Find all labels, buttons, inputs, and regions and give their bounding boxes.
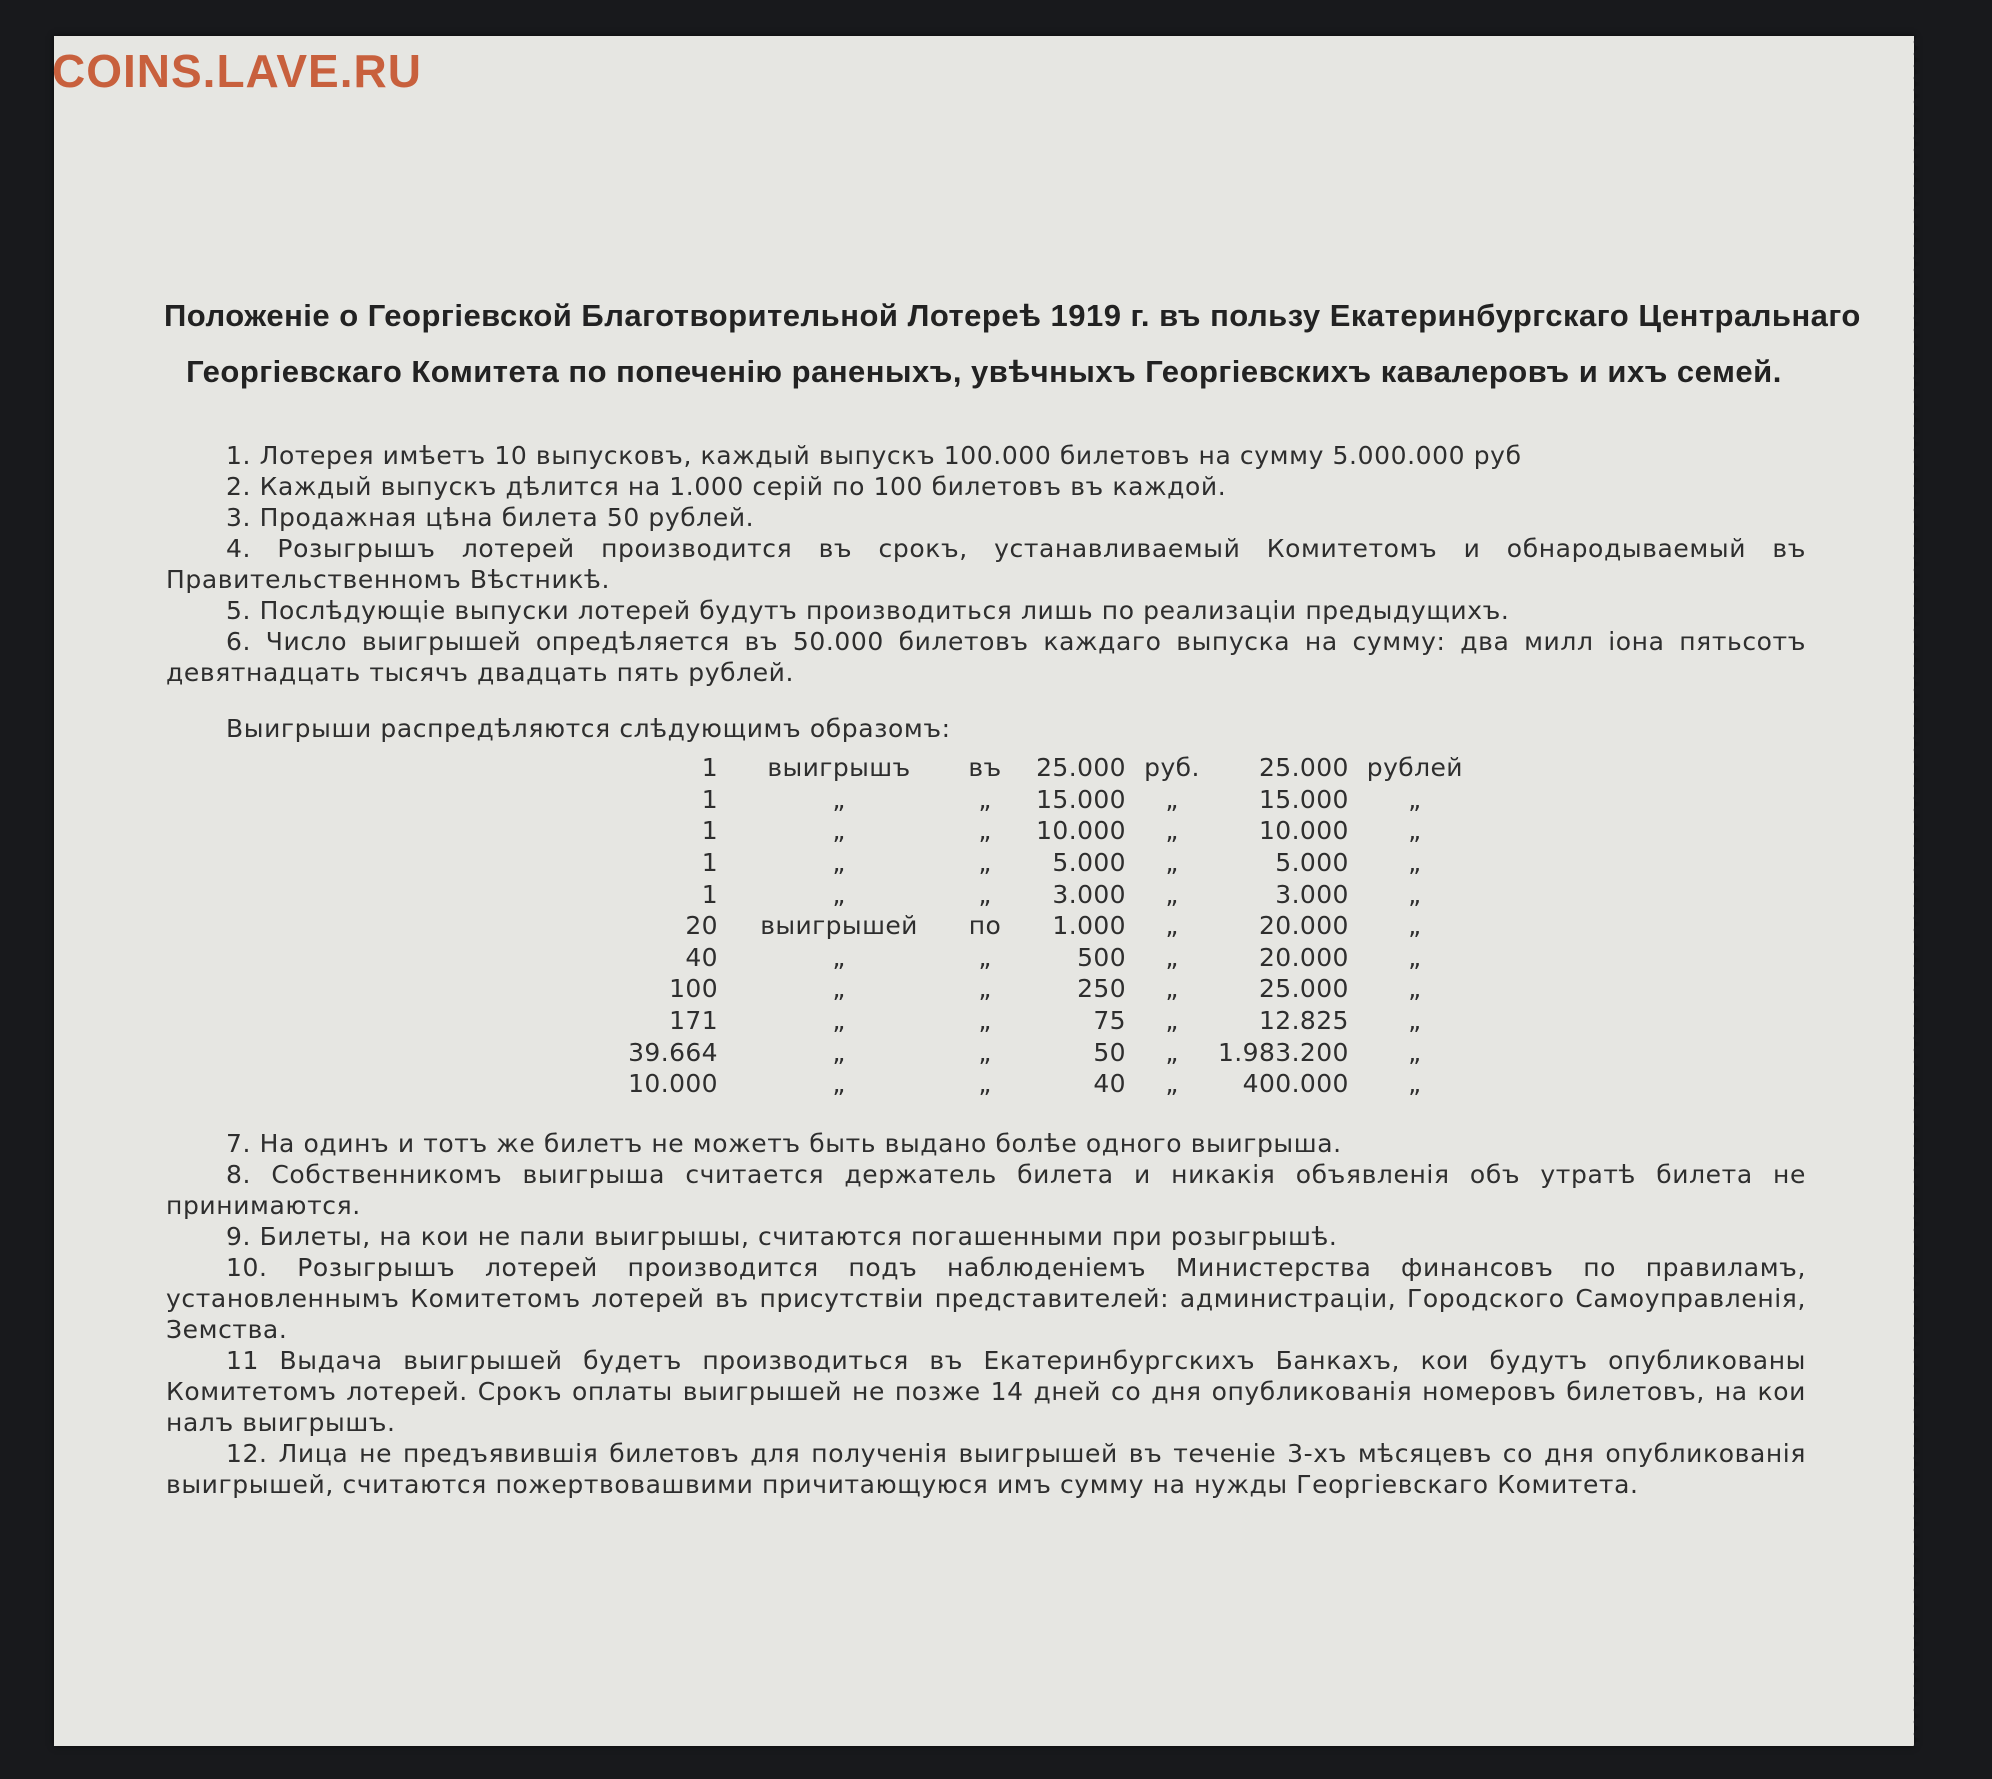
clause-8: 8. Собственникомъ выигрыша считается держатель билета и никакiя объявленiя объ утратѣ билета не принимаются.	[166, 1160, 1806, 1220]
prize-count-cell: 1	[701, 848, 718, 878]
prize-word-cell: „	[832, 879, 846, 909]
clause-11: 11 Выдача выигрышей будетъ производиться въ Екатеринбургскихъ Банкахъ, кои будутъ опубликованы Комитетомъ лотерей. Срокъ оплаты выигрышей не позже 14 дней со дня опубликованiя номеровъ билетовъ, на кои налъ выигрышъ.	[166, 1346, 1806, 1437]
prize-unit-cell: „	[1408, 911, 1422, 941]
clause-6: 6. Число выигрышей опредѣляется въ 50.000 билетовъ каждаго выпуска на сумму: два милл iона пятьсотъ девятнадцать тысячъ двадцать пять рублей.	[166, 627, 1806, 687]
prize-cur-cell: „	[1165, 1069, 1179, 1099]
clause-12: 12. Лица не предъявившiя билетовъ для полученiя выигрышей въ теченiе 3-хъ мѣсяцевъ со дня опубликованiя выигрышей, считаются пожертвовашвими причитающуюся имъ сумму на нужды Георгiевскаго Комитета.	[166, 1439, 1806, 1499]
prize-by-cell: „	[978, 784, 992, 814]
prize-cur-cell: „	[1165, 1006, 1179, 1036]
clause-5: 5. Послѣдующiе выпуски лотерей будутъ производиться лишь по реализацiи предыдущихъ.	[226, 596, 1510, 625]
prize-cur-cell: „	[1165, 848, 1179, 878]
prize-total-cell: 10.000	[1258, 816, 1349, 846]
prize-word-cell: „	[832, 974, 846, 1004]
prize-row	[614, 878, 1473, 910]
prize-row	[614, 973, 1473, 1005]
prize-unit-cell: „	[1408, 942, 1422, 972]
prize-total-cell: 25.000	[1258, 974, 1349, 1004]
prize-count-cell: 10.000	[628, 1069, 718, 1099]
clauses-part-1	[166, 440, 1806, 688]
prize-by-cell: „	[978, 942, 992, 972]
prize-cur-cell: „	[1165, 974, 1179, 1004]
prize-amount-cell: 15.000	[1036, 784, 1126, 814]
prize-amount-cell: 25.000	[1036, 753, 1126, 783]
prize-count-cell: 20	[685, 911, 718, 941]
prize-unit-cell: „	[1408, 1069, 1422, 1099]
prize-amount-cell: 3.000	[1052, 879, 1126, 909]
prize-by-cell: „	[978, 1069, 992, 1099]
prize-total-cell: 25.000	[1258, 753, 1349, 783]
clause-10: 10. Розыгрышъ лотерей производится подъ наблюденiемъ Министерства финансовъ по правиламъ, установленнымъ Комитетомъ лотерей въ присутствiи представителей: администрацiи, Городского Самоуправленiя, Земства.	[166, 1253, 1806, 1344]
prize-word-cell: „	[832, 816, 846, 846]
prize-amount-cell: 500	[1077, 942, 1126, 972]
prize-amount-cell: 50	[1093, 1037, 1126, 1067]
prize-count-cell: 1	[701, 816, 718, 846]
prize-amount-cell: 250	[1077, 974, 1126, 1004]
prize-total-cell: 15.000	[1258, 784, 1349, 814]
site-watermark: COINS.LAVE.RU	[52, 45, 422, 97]
prize-by-cell: „	[978, 974, 992, 1004]
prize-unit-cell: „	[1408, 848, 1422, 878]
prize-amount-cell: 10.000	[1036, 816, 1126, 846]
prize-by-cell: „	[978, 879, 992, 909]
prize-count-cell: 100	[669, 974, 718, 1004]
clause-7: 7. На одинъ и тотъ же билетъ не можетъ быть выдано болѣе одного выигрыша.	[226, 1129, 1342, 1158]
prize-by-cell: „	[978, 1006, 992, 1036]
prize-row	[614, 942, 1473, 974]
prize-word-cell: „	[832, 1037, 846, 1067]
prize-word-cell: „	[832, 848, 846, 878]
clause-1: 1. Лотерея имѣетъ 10 выпусковъ, каждый выпускъ 100.000 билетовъ на сумму 5.000.000 руб	[226, 441, 1522, 470]
prize-count-cell: 39.664	[628, 1037, 718, 1067]
lottery-ticket-reverse	[54, 36, 1914, 1746]
distribution-heading: Выигрыши распредѣляются слѣдующимъ образомъ:	[226, 714, 951, 743]
prize-count-cell: 40	[685, 942, 718, 972]
prize-row	[614, 1005, 1473, 1037]
clause-2: 2. Каждый выпускъ дѣлится на 1.000 серiй по 100 билетовъ въ каждой.	[226, 472, 1227, 501]
prize-total-cell: 20.000	[1258, 942, 1349, 972]
prize-word-cell: выигрышей	[760, 911, 918, 941]
prize-unit-cell: „	[1408, 879, 1422, 909]
prize-by-cell: „	[978, 816, 992, 846]
prize-amount-cell: 40	[1093, 1069, 1126, 1099]
prize-row	[614, 752, 1473, 784]
prize-by-cell: „	[978, 848, 992, 878]
prize-count-cell: 171	[669, 1006, 718, 1036]
prize-count-cell: 1	[701, 753, 718, 783]
prize-cur-cell: „	[1165, 784, 1179, 814]
prize-unit-cell: „	[1408, 1037, 1422, 1067]
prize-row	[614, 847, 1473, 879]
clauses-part-2	[166, 1128, 1806, 1500]
prize-count-cell: 1	[701, 879, 718, 909]
prize-amount-cell: 5.000	[1052, 848, 1126, 878]
prize-unit-cell: „	[1408, 1006, 1422, 1036]
prize-row	[614, 910, 1473, 942]
prize-cur-cell: „	[1165, 879, 1179, 909]
prize-by-cell: въ	[968, 753, 1002, 783]
prize-word-cell: „	[832, 1006, 846, 1036]
prize-unit-cell: „	[1408, 816, 1422, 846]
document-title	[164, 288, 1861, 400]
title-line-1: Положенiе о Георгiевской Благотворительной Лотереѣ 1919 г. въ пользу Екатеринбургскаго Центральнаго	[164, 298, 1861, 333]
prize-row	[614, 815, 1473, 847]
prize-cur-cell: руб.	[1144, 753, 1200, 783]
prize-total-cell: 3.000	[1275, 879, 1349, 909]
prize-amount-cell: 75	[1093, 1006, 1126, 1036]
prize-row	[614, 784, 1473, 816]
prize-total-cell: 5.000	[1275, 848, 1349, 878]
title-line-2: Георгiевскаго Комитета по попеченiю раненыхъ, увѣчныхъ Георгiевскихъ кавалеровъ и ихъ семей.	[186, 354, 1782, 389]
prize-unit-cell: „	[1408, 784, 1422, 814]
prize-cur-cell: „	[1165, 942, 1179, 972]
clause-3: 3. Продажная цѣна билета 50 рублей.	[226, 503, 755, 532]
clause-9: 9. Билеты, на кои не пали выигрышы, считаются погашенными при розыгрышѣ.	[226, 1222, 1338, 1251]
prize-cur-cell: „	[1165, 1037, 1179, 1067]
perforated-edge	[1908, 36, 1920, 1746]
prize-row	[614, 1068, 1473, 1100]
prize-word-cell: „	[832, 784, 846, 814]
prize-word-cell: „	[832, 1069, 846, 1099]
prize-unit-cell: „	[1408, 974, 1422, 1004]
prize-word-cell: выигрышъ	[767, 753, 911, 783]
prize-total-cell: 20.000	[1258, 911, 1349, 941]
prize-cur-cell: „	[1165, 911, 1179, 941]
prize-total-cell: 1.983.200	[1218, 1037, 1349, 1067]
prize-amount-cell: 1.000	[1052, 911, 1126, 941]
prize-unit-cell: рублей	[1366, 753, 1463, 783]
prize-count-cell: 1	[701, 784, 718, 814]
prize-word-cell: „	[832, 942, 846, 972]
prize-by-cell: по	[968, 911, 1002, 941]
prize-row	[614, 1036, 1473, 1068]
prize-cur-cell: „	[1165, 816, 1179, 846]
prize-total-cell: 12.825	[1258, 1006, 1349, 1036]
prize-table	[614, 752, 1473, 1100]
clause-4: 4. Розыгрышъ лотерей производится въ срокъ, устанавливаемый Комитетомъ и обнародываемый въ Правительственномъ Вѣстникѣ.	[166, 534, 1806, 594]
prize-total-cell: 400.000	[1242, 1069, 1349, 1099]
prize-by-cell: „	[978, 1037, 992, 1067]
